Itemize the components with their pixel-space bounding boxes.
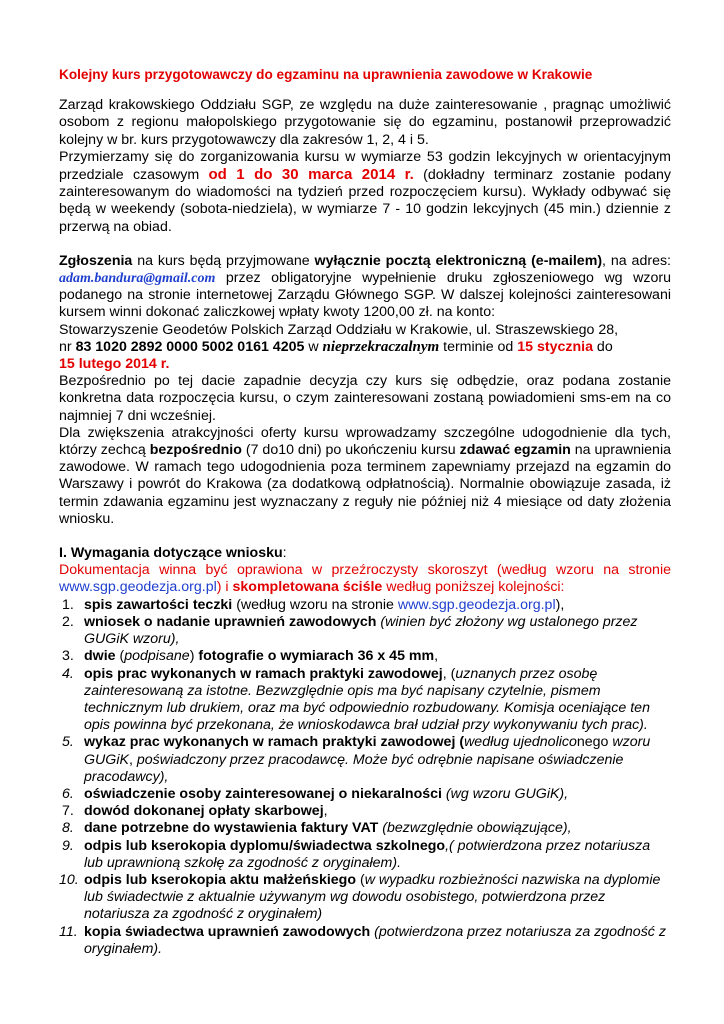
intro-text: Zarząd krakowskiego Oddziału SGP, ze względu na duże zainteresowanie , pragnąc umożliwić osobom z regionu małopolskiego przygotowanie się do egzaminu, postanowił przeprowadzić kolejny w br. kurs przygotowawczy dla zakresów 1, 2, 4 i 5. [59,97,671,148]
item-text-2: , [128,751,137,768]
item-italic-2: wzoru GUGiK [84,734,651,768]
list-number: 1. [62,596,74,613]
item-italic: uznanych przez osobę zainteresowaną za istotne. Bezwzględnie opis ma być napisany czytelnie, pismem technicznym lub drukiem, oraz ma być odpowiednio rozbudowany. Komisja oceniające ten opis powinna być przekonana, że wnioskodawca brał udział przy wykonywaniu tych prac). [84,665,650,734]
item-title: kopia świadectwa uprawnień zawodowych [84,923,371,940]
document-page [59,66,671,958]
benefit-text: Dla zwiększenia atrakcyjności oferty kursu wprowadzamy szczególne udogodnienie dla tych, którzy zechcą [59,424,671,459]
section-intro-bold: skompletowana ściśle [232,579,383,596]
item-title: wykaz prac wykonanych w ramach praktyki zawodowej ( [84,734,465,751]
item-italic: w wypadku rozbieżności nazwiska na dyplomie lub świadectwie z aktualnie używanym wg dowodu osobistego, potwierdzona przez notariusza za zgodność z oryginałem) [84,871,661,923]
list-number: 7. [62,803,74,820]
list-item [59,614,671,648]
deadline-label: terminie od [439,338,518,355]
registration-paragraph [59,253,671,373]
list-number: 10. [59,871,79,888]
benefit-text-3: na uprawnienia zawodowe. W ramach tego udogodnienia poza terminem zapewniamy przejazd na egzamin do Warszawy i powrót do Krakowa (za dodatkową odpłatnością). Normalnie obowiązuje zasada, iż termin zdawania egzaminu jest wyznaczany z reguły nie później niż 4 miesiące od daty złożenia wniosku. [59,442,671,527]
item-text: (bezwzględnie obowiązujące), [378,820,572,837]
list-item [59,734,671,786]
list-item [59,820,671,837]
item-title: dane potrzebne do wystawienia faktury VAT [84,820,379,837]
item-text: , ( [442,665,456,682]
registration-text-2: przez obligatoryjne wypełnienie druku zgłoszeniowego wg wzoru podanego na stronie internetowej Zarządu Głównego SGP. W dalszej kolejności zainteresowani kursem winni dokonać zaliczkowej wpłaty kwoty 1200,00 zł. na konto: [59,270,671,321]
item-text: ( [115,648,125,665]
list-number: 5. [62,734,74,751]
item-title: dowód dokonanej opłaty skarbowej [84,803,324,820]
item-end: , [434,648,439,665]
item-italic: podpisane [124,648,190,665]
section-intro: Dokumentacja winna być oprawiona w przeźroczysty skoroszyt (według wzoru na stronie [59,562,671,579]
item-text: nego [576,734,609,751]
item-title: wniosek o nadanie uprawnień zawodowych [84,613,377,630]
sgp-website-link[interactable]: www.sgp.geodezja.org.pl [59,579,217,596]
list-number: 6. [62,785,74,802]
requirements-list [59,597,671,958]
course-schedule-text: Przymierzamy się do zorganizowania kursu w wymiarze 53 godzin lekcyjnych w orientacyjnym przedziale czasowym [59,148,671,184]
item-title: spis zawartości teczki [84,596,233,613]
item-text: (potwierdzona przez notariusza za zgodność z oryginałem). [84,923,666,957]
list-number: 9. [62,837,74,854]
list-item [59,838,671,872]
deadline-emphasis: nieprzekraczalnym [322,338,440,355]
section-intro-2: ) i [216,579,233,596]
item-title: oświadczenie osoby zainteresowanej o niekaralności [84,785,442,802]
list-item [59,666,671,735]
bank-account-number: 83 1020 2892 0000 5002 0161 4205 [75,338,305,355]
document-title: Kolejny kurs przygotowawczy do egzaminu na uprawnienia zawodowe w Krakowie [59,67,593,82]
list-item [59,924,671,958]
section-heading: I. Wymagania dotyczące wniosku [59,545,283,562]
item-italic: według ujednolico [464,734,577,751]
item-title-2: fotografie o wymiarach 36 x 45 mm [198,648,435,665]
list-item [59,648,671,665]
item-end: ), [555,596,565,613]
registration-lead: Zgłoszenia [59,252,133,269]
item-title: odpis lub kserokopia aktu małżeńskiego [84,871,357,888]
item-end: , [323,803,328,820]
benefit-bold-2: zdawać egzamin [459,442,571,459]
item-title: odpis lub kserokopia dyplomu/świadectwa szkolnego [84,837,446,854]
list-item [59,803,671,820]
list-item [59,872,671,924]
list-number: 8. [62,820,74,837]
email-only-notice: wyłącznie pocztą elektroniczną (e-mailem) [314,252,603,269]
requirements-section [59,545,671,597]
course-dates: od 1 do 30 marca 2014 r. [208,166,414,184]
list-number: 2. [62,613,74,630]
account-label: nr [59,338,76,355]
list-number: 11. [59,923,78,940]
payment-date-to: 15 lutego 2014 r. [59,356,170,373]
benefit-text-2: (7 do10 dni) po ukończeniu kursu [241,442,460,459]
account-w: w [304,338,323,355]
section-colon: : [282,545,287,562]
list-item [59,597,671,614]
registration-text: na kurs będą przyjmowane [132,252,315,269]
item-text: (według wzoru na stronie [232,596,398,613]
item-text: (winien być złożony wg ustalonego przez GUGiK wzoru), [84,613,638,648]
list-number: 3. [62,648,74,665]
item-text: ( [356,871,365,888]
decision-paragraph: Bezpośrednio po tej dacie zapadnie decyzja czy kurs się odbędzie, oraz podana zostanie konkretna data rozpoczęcia kursu, o czym zainteresowani zostaną powiadomieni sms-em na co najmniej 7 dni wcześniej. [59,373,671,424]
list-item [59,786,671,803]
list-number: 4. [62,665,74,682]
sgp-website-link[interactable]: www.sgp.geodezja.org.pl [397,596,556,613]
item-text: ,( potwierdzona przez notariusza lub uprawnioną szkołę za zgodność z oryginałem). [84,837,651,871]
deadline-do: do [592,338,613,355]
item-title: opis prac wykonanych w ramach praktyki zawodowej [84,665,443,682]
payment-date-from: 15 stycznia [517,338,593,355]
section-intro-3: według poniższej kolejności: [382,579,565,596]
item-text: (wg wzoru GUGiK), [441,785,569,802]
item-italic-3: poświadczony przez pracodawcę. Może być odrębnie napisane oświadczenie pracodawcy), [84,751,624,785]
bank-recipient: Stowarzyszenie Geodetów Polskich Zarząd Oddziału w Krakowie, ul. Straszewskiego 28, [59,321,619,338]
intro-paragraph [59,97,671,236]
course-details-text: (dokładny terminarz zostanie podany zainteresowanym do wiadomości na tydzień przed rozpoczęciem kursu). Wykłady odbywać się będą w weekendy (sobota-niedziela), w wymiarze 7 - 10 godzin lekcyjnych (45 min.) dziennie z przerwą na obiad. [59,167,671,235]
address-label: , na adres: [602,252,671,269]
contact-email-link[interactable]: adam.bandura@gmail.com [59,271,216,287]
item-title: dwie [84,648,116,665]
benefit-paragraph [59,425,671,528]
item-text-2: ) [189,648,199,665]
benefit-bold-1: bezpośrednio [149,442,242,459]
